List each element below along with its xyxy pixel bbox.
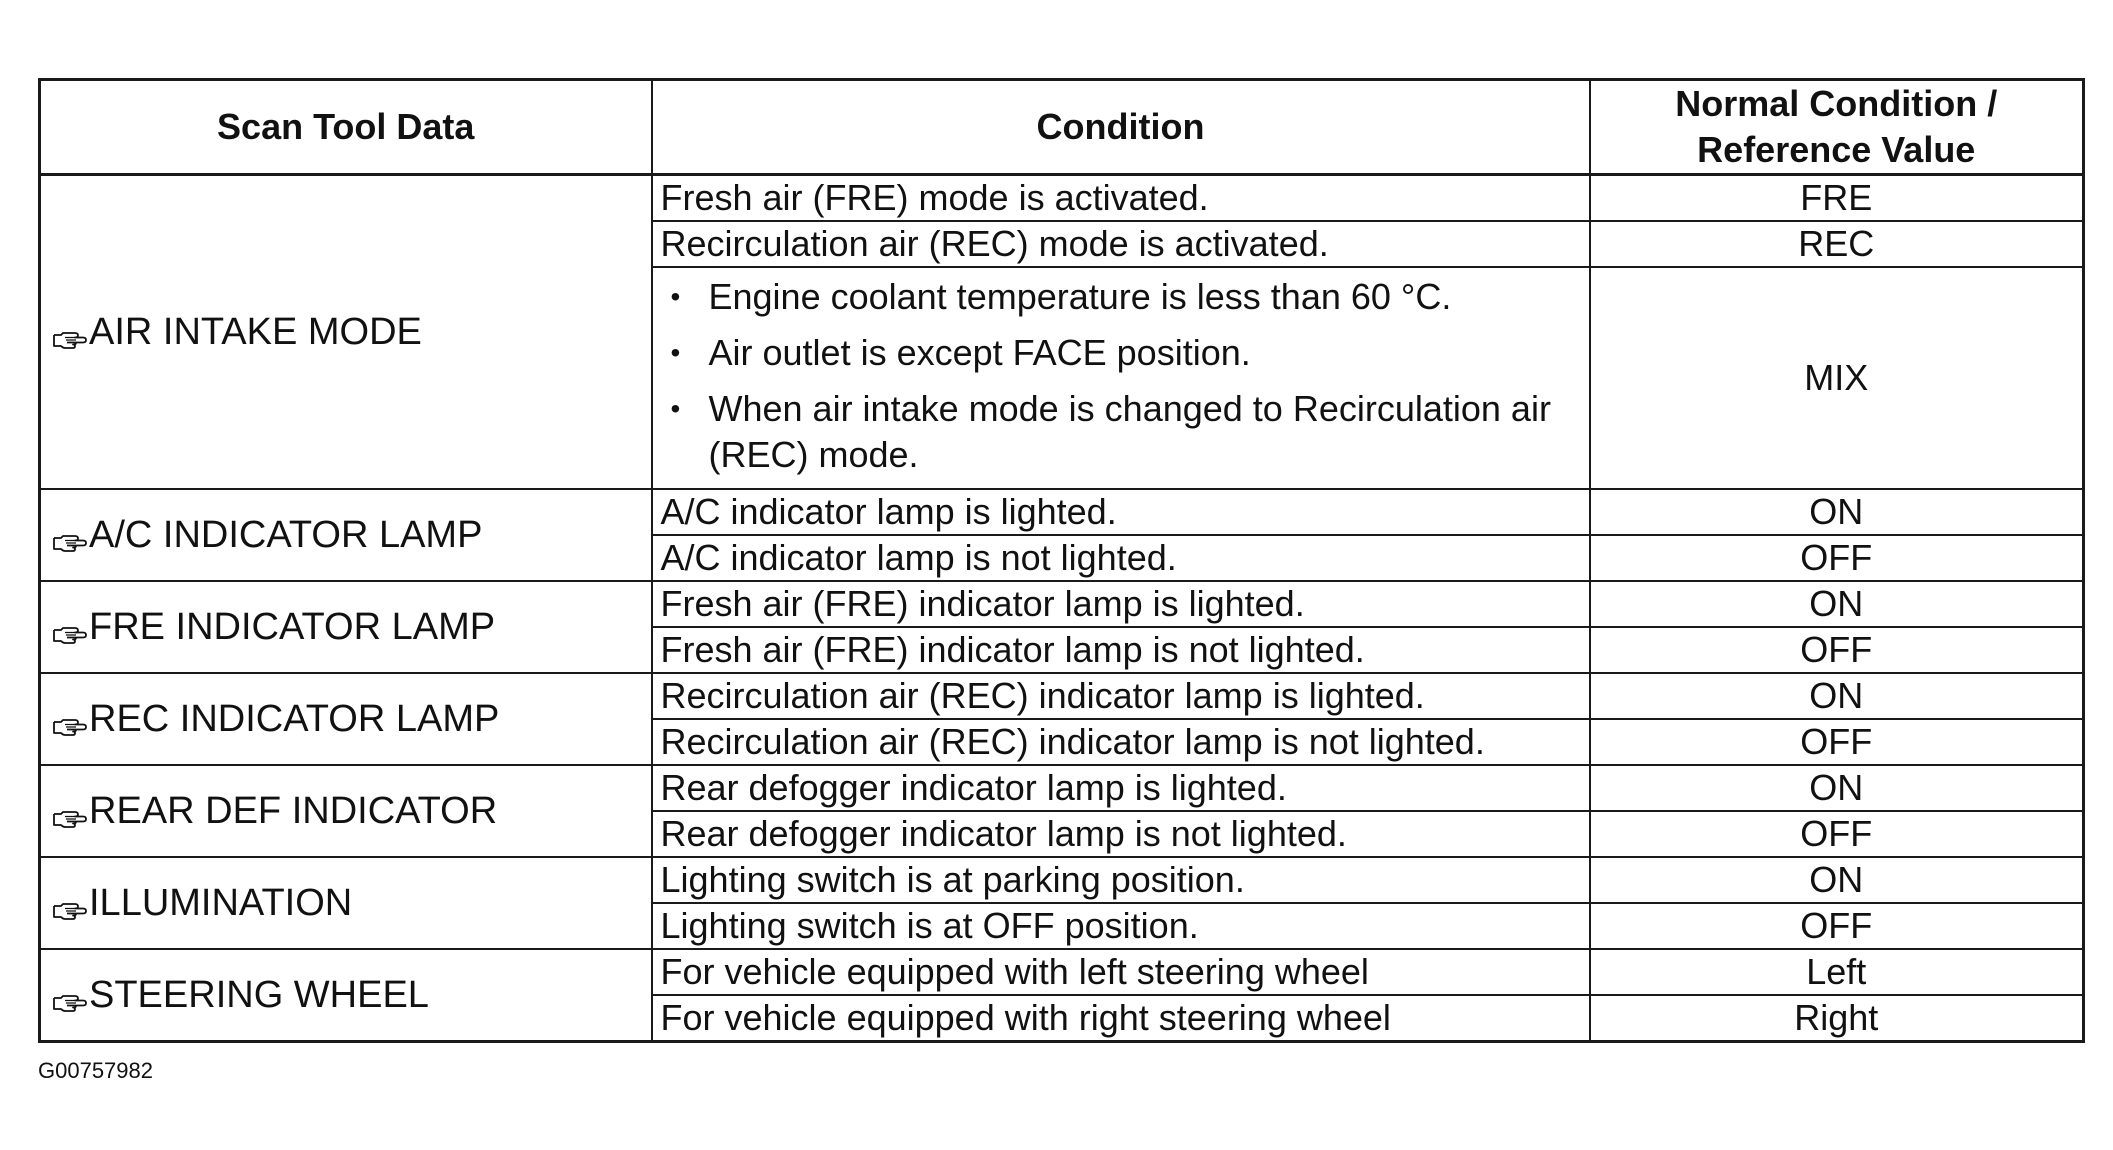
table-row: [40, 581, 2084, 627]
reference-value-cell: ON: [1590, 489, 2084, 535]
reference-value-cell: OFF: [1590, 719, 2084, 765]
scan-item-cell: [40, 673, 652, 765]
table-header-row: [40, 80, 2084, 175]
scan-item-cell: [40, 581, 652, 673]
reference-value-cell: OFF: [1590, 811, 2084, 857]
scan-item-label: REC INDICATOR LAMP: [89, 697, 500, 740]
reference-value-cell: ON: [1590, 765, 2084, 811]
table-body: [40, 175, 2084, 1042]
condition-cell: Lighting switch is at OFF position.: [652, 903, 1590, 949]
condition-cell: Rear defogger indicator lamp is not lighted.: [652, 811, 1590, 857]
condition-bullet: [665, 330, 1589, 376]
condition-bullet-text: Air outlet is except FACE position.: [708, 332, 1251, 373]
table-row: [40, 175, 2084, 222]
table-row: [40, 857, 2084, 903]
reference-value-cell: OFF: [1590, 535, 2084, 581]
reference-value-cell: REC: [1590, 221, 2084, 267]
figure-id: G00757982: [38, 1058, 153, 1083]
header-reference-value-line2: Reference Value: [1697, 129, 1976, 170]
bullet-dot-icon: •: [670, 281, 681, 312]
reference-value-cell: ON: [1590, 673, 2084, 719]
table-row: [40, 489, 2084, 535]
condition-bullet: [665, 274, 1589, 320]
reference-value-cell: OFF: [1590, 903, 2084, 949]
reference-value-cell: MIX: [1590, 267, 2084, 489]
scan-item-cell: [40, 175, 652, 490]
table-row: [40, 765, 2084, 811]
table-row: [40, 673, 2084, 719]
scan-item-label: A/C INDICATOR LAMP: [89, 513, 483, 556]
reference-value-cell: OFF: [1590, 627, 2084, 673]
pointing-hand-icon: [53, 318, 87, 340]
scan-item-cell: [40, 489, 652, 581]
reference-value-cell: Left: [1590, 949, 2084, 995]
condition-cell: For vehicle equipped with left steering wheel: [652, 949, 1590, 995]
condition-bullet-text: When air intake mode is changed to Recirculation air (REC) mode.: [708, 388, 1551, 475]
pointing-hand-icon: [53, 797, 87, 819]
condition-cell: A/C indicator lamp is lighted.: [652, 489, 1590, 535]
pointing-hand-icon: [53, 521, 87, 543]
scan-item-cell: [40, 857, 652, 949]
condition-cell: Fresh air (FRE) indicator lamp is lighted.: [652, 581, 1590, 627]
table-row: [40, 949, 2084, 995]
condition-cell: Recirculation air (REC) indicator lamp is not lighted.: [652, 719, 1590, 765]
scan-item-cell: [40, 765, 652, 857]
condition-cell: Recirculation air (REC) indicator lamp is lighted.: [652, 673, 1590, 719]
reference-value-cell: ON: [1590, 581, 2084, 627]
header-reference-value-line1: Normal Condition /: [1675, 83, 1998, 124]
scan-item-label: FRE INDICATOR LAMP: [89, 605, 496, 648]
pointing-hand-icon: [53, 889, 87, 911]
header-reference-value: [1590, 80, 2084, 175]
reference-value-cell: FRE: [1590, 175, 2084, 222]
scan-item-label: REAR DEF INDICATOR: [89, 789, 498, 832]
condition-cell: Fresh air (FRE) mode is activated.: [652, 175, 1590, 222]
condition-bullet-text: Engine coolant temperature is less than 60 °C.: [708, 276, 1452, 317]
reference-value-cell: ON: [1590, 857, 2084, 903]
pointing-hand-icon: [53, 981, 87, 1003]
reference-value-cell: Right: [1590, 995, 2084, 1042]
condition-cell: A/C indicator lamp is not lighted.: [652, 535, 1590, 581]
bullet-dot-icon: •: [670, 337, 681, 368]
condition-cell: Lighting switch is at parking position.: [652, 857, 1590, 903]
header-condition: Condition: [652, 80, 1590, 175]
condition-bullet-list: [661, 274, 1589, 478]
header-scan-tool-data: Scan Tool Data: [40, 80, 652, 175]
scan-item-label: STEERING WHEEL: [89, 973, 429, 1016]
scan-item-label: AIR INTAKE MODE: [89, 310, 422, 353]
scan-tool-data-table: [38, 78, 2085, 1043]
condition-bullet: [665, 386, 1589, 478]
bullet-dot-icon: •: [670, 393, 681, 424]
condition-cell: Fresh air (FRE) indicator lamp is not lighted.: [652, 627, 1590, 673]
scan-item-label: ILLUMINATION: [89, 881, 353, 924]
pointing-hand-icon: [53, 613, 87, 635]
condition-cell: For vehicle equipped with right steering wheel: [652, 995, 1590, 1042]
pointing-hand-icon: [53, 705, 87, 727]
scan-item-cell: [40, 949, 652, 1042]
condition-cell: [652, 267, 1590, 489]
condition-cell: Recirculation air (REC) mode is activated.: [652, 221, 1590, 267]
condition-cell: Rear defogger indicator lamp is lighted.: [652, 765, 1590, 811]
